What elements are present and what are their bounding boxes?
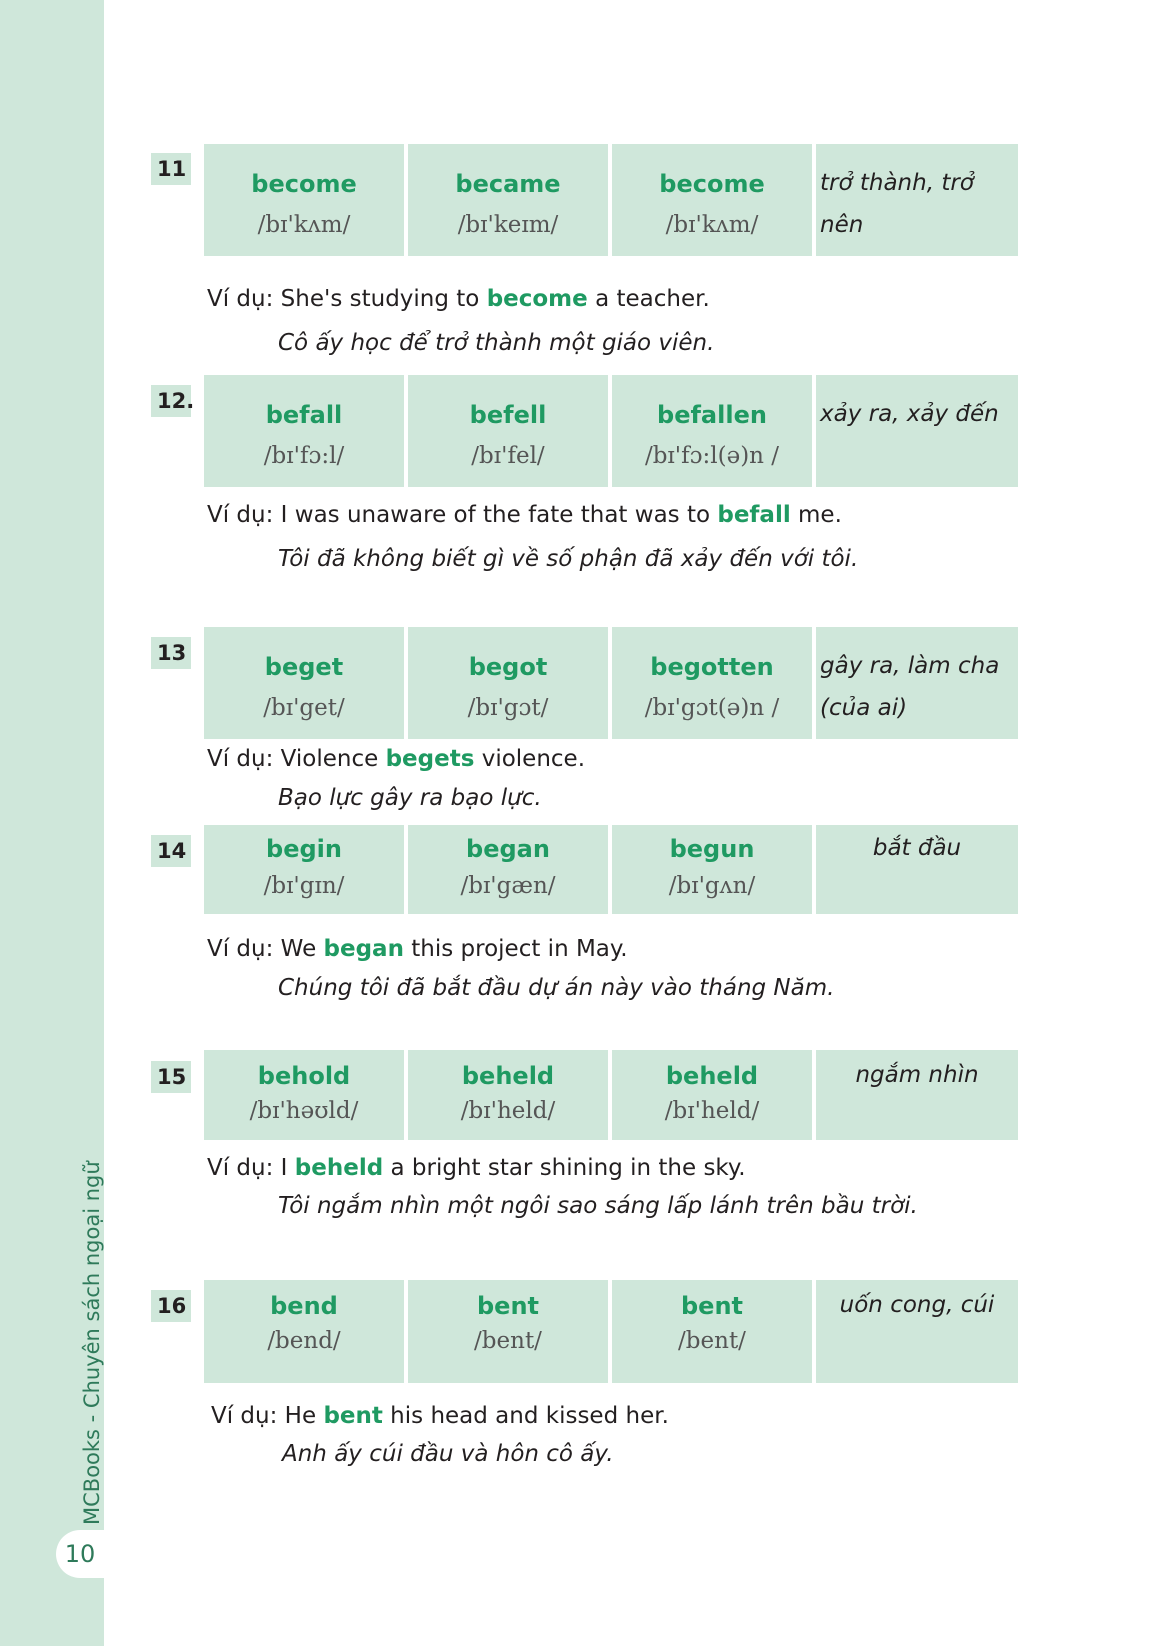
meaning-cell [816,144,1018,256]
meaning-line-1: ngắm nhìn [855,1062,979,1088]
past-form-ipa: /bent/ [474,1328,542,1354]
past-form: became [455,170,561,198]
past-form-cell [408,144,608,256]
entry-number: 16 [151,1290,191,1322]
past-form-cell [408,1280,608,1383]
example-translation: Tôi đã không biết gì về số phận đã xảy đến với tôi. [278,546,859,572]
past-participle: bent [680,1292,743,1320]
meaning-cell [816,627,1018,739]
past-participle: begun [669,835,755,863]
base-form: befall [265,401,343,429]
example-translation: Tôi ngắm nhìn một ngôi sao sáng lấp lánh trên bầu trời. [278,1193,918,1219]
past-participle-cell [612,144,812,256]
past-participle-ipa: /bɪ'fɔ:l(ə)n / [644,443,780,469]
past-participle: begotten [650,653,774,681]
past-form: beheld [461,1062,555,1090]
example-keyword: begets [385,746,475,772]
base-form-cell [204,627,404,739]
example-label: Ví dụ: [211,1403,285,1429]
example-label: Ví dụ: [207,286,281,312]
base-form-cell [204,375,404,487]
sidebar-publisher-text: MCBooks - Chuyên sách ngoại ngữ [80,1161,104,1525]
example-label: Ví dụ: [207,1155,281,1181]
base-form-cell [204,1280,404,1383]
past-form-cell [408,825,608,914]
past-participle: become [659,170,765,198]
past-participle-cell [612,825,812,914]
past-participle-ipa: /bɪ'kʌm/ [665,212,759,238]
meaning-line-1: bắt đầu [872,835,962,861]
base-form: beget [264,653,344,681]
entry-number: 15 [151,1061,191,1093]
example-sentence: Ví dụ: She's studying to become a teacher. [207,286,710,312]
past-form-ipa: /bɪ'gæn/ [460,873,556,899]
base-form: become [251,170,357,198]
example-keyword: befall [717,502,791,528]
entry-number: 12. [151,385,191,417]
entry-row [204,144,1022,256]
past-form-cell [408,1050,608,1140]
past-form: befell [469,401,547,429]
example-keyword: bent [323,1403,383,1429]
base-form: bend [270,1292,338,1320]
base-form-ipa: /bend/ [267,1328,341,1354]
past-participle-cell [612,1050,812,1140]
meaning-cell [816,825,1018,914]
example-translation: Chúng tôi đã bắt đầu dự án này vào tháng Năm. [278,975,835,1001]
base-form: behold [257,1062,351,1090]
base-form-cell [204,1050,404,1140]
entry-row [204,1050,1022,1140]
example-label: Ví dụ: [207,502,281,528]
example-label: Ví dụ: [207,746,281,772]
meaning-line-1: gây ra, làm cha [820,653,1000,679]
past-participle-cell [612,627,812,739]
meaning-cell [816,1050,1018,1140]
entry-row [204,1280,1022,1383]
entry-row [204,627,1022,739]
past-participle-ipa: /bɪ'gʌn/ [668,873,756,899]
past-form-ipa: /bɪ'fel/ [471,443,545,469]
entry-number: 11 [151,153,191,185]
meaning-line-2: nên [820,212,864,238]
meaning-line-1: trở thành, trở [820,170,974,196]
example-sentence: Ví dụ: We began this project in May. [207,936,628,962]
example-sentence: Ví dụ: He bent his head and kissed her. [211,1403,669,1429]
example-translation: Anh ấy cúi đầu và hôn cô ấy. [282,1441,614,1467]
past-form: began [466,835,550,863]
meaning-cell [816,375,1018,487]
past-form-cell [408,627,608,739]
past-form-cell [408,375,608,487]
example-keyword: become [486,286,588,312]
past-participle-cell [612,375,812,487]
past-form: begot [468,653,548,681]
meaning-line-1: uốn cong, cúi [839,1292,995,1318]
meaning-cell [816,1280,1018,1383]
example-translation: Cô ấy học để trở thành một giáo viên. [278,330,715,356]
entry-number: 14 [151,835,191,867]
entry-row [204,825,1022,914]
base-form-ipa: /bɪ'gɪn/ [263,873,345,899]
meaning-line-2: (của ai) [820,695,908,721]
example-label: Ví dụ: [207,936,281,962]
base-form-ipa: /bɪ'həʊld/ [249,1098,359,1124]
base-form-ipa: /bɪ'fɔ:l/ [263,443,345,469]
base-form-ipa: /bɪ'get/ [263,695,345,721]
meaning-line-1: xảy ra, xảy đến [820,401,999,427]
page-number: 10 [64,1540,96,1568]
base-form-cell [204,144,404,256]
past-participle-cell [612,1280,812,1383]
entry-number: 13 [151,637,191,669]
example-keyword: began [323,936,404,962]
base-form-cell [204,825,404,914]
base-form: begin [266,835,342,863]
example-sentence: Ví dụ: Violence begets violence. [207,746,586,772]
entry-row [204,375,1022,487]
past-form-ipa: /bɪ'gɔt/ [467,695,549,721]
base-form-ipa: /bɪ'kʌm/ [257,212,351,238]
past-participle: befallen [657,401,767,429]
example-sentence: Ví dụ: I was unaware of the fate that was to befall me. [207,502,842,528]
example-keyword: beheld [294,1155,384,1181]
past-participle: beheld [665,1062,759,1090]
past-form-ipa: /bɪ'keɪm/ [457,212,559,238]
past-form: bent [476,1292,539,1320]
past-participle-ipa: /bent/ [678,1328,746,1354]
example-translation: Bạo lực gây ra bạo lực. [278,785,542,811]
past-participle-ipa: /bɪ'gɔt(ə)n / [644,695,780,721]
past-participle-ipa: /bɪ'held/ [664,1098,760,1124]
example-sentence: Ví dụ: I beheld a bright star shining in the sky. [207,1155,746,1181]
past-form-ipa: /bɪ'held/ [460,1098,556,1124]
